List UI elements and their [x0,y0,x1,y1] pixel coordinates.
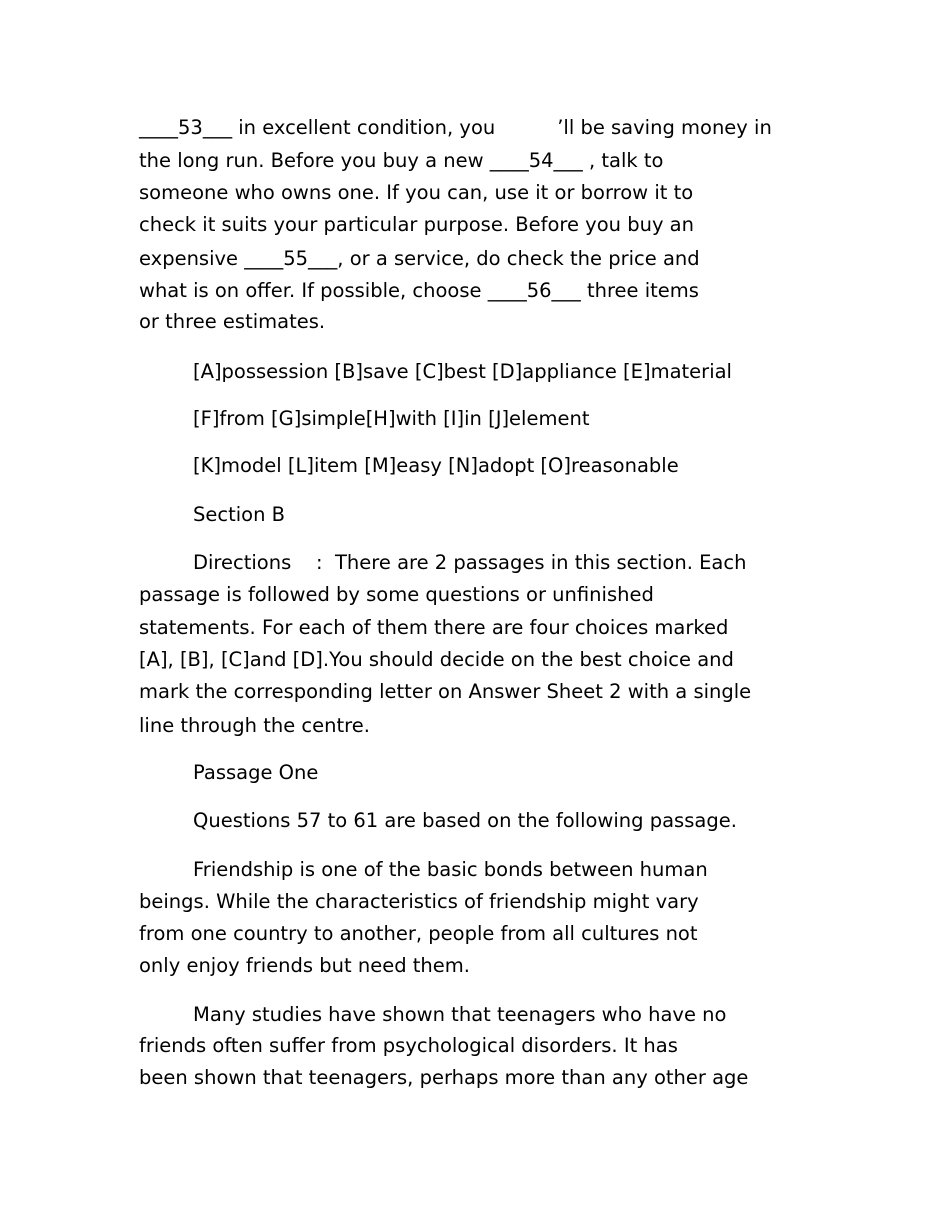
section-heading: Section B [193,503,286,526]
questions-note: Questions 57 to 61 are based on the following passage. [193,809,737,832]
paragraph-line: beings. While the characteristics of friendship might vary [139,890,699,913]
directions-line: mark the corresponding letter on Answer Sheet 2 with a single [139,680,752,703]
word-bank-row: [K]model [L]item [M]easy [N]adopt [O]reasonable [193,454,679,477]
passage-line: what is on offer. If possible, choose ____56___ three items [139,279,699,302]
passage-line: expensive ____55___, or a service, do check the price and [139,247,700,270]
passage-line: check it suits your particular purpose. Before you buy an [139,213,694,236]
paragraph-line: been shown that teenagers, perhaps more than any other age [139,1066,749,1089]
paragraph-line: Friendship is one of the basic bonds between human [193,858,708,881]
paragraph-line: friends often suffer from psychological disorders. It has [139,1034,678,1057]
directions-line: line through the centre. [139,714,370,737]
paragraph-line: Many studies have shown that teenagers who have no [193,1003,727,1026]
passage-line: someone who owns one. If you can, use it or borrow it to [139,181,694,204]
passage-line: ____53___ in excellent condition, you ’ll be saving money in [139,116,772,139]
directions-line: passage is followed by some questions or unfinished [139,583,654,606]
directions-line: Directions : There are 2 passages in this section. Each [193,551,747,574]
word-bank-row: [A]possession [B]save [C]best [D]appliance [E]material [193,360,732,383]
passage-line: the long run. Before you buy a new ____54___ , talk to [139,149,664,172]
word-bank-row: [F]from [G]simple[H]with [I]in [J]element [193,407,590,430]
directions-line: [A], [B], [C]and [D].You should decide on the best choice and [139,648,734,671]
paragraph-line: from one country to another, people from all cultures not [139,922,698,945]
paragraph-line: only enjoy friends but need them. [139,954,470,977]
passage-title: Passage One [193,761,319,784]
passage-line: or three estimates. [139,310,326,333]
directions-line: statements. For each of them there are four choices marked [139,616,729,639]
